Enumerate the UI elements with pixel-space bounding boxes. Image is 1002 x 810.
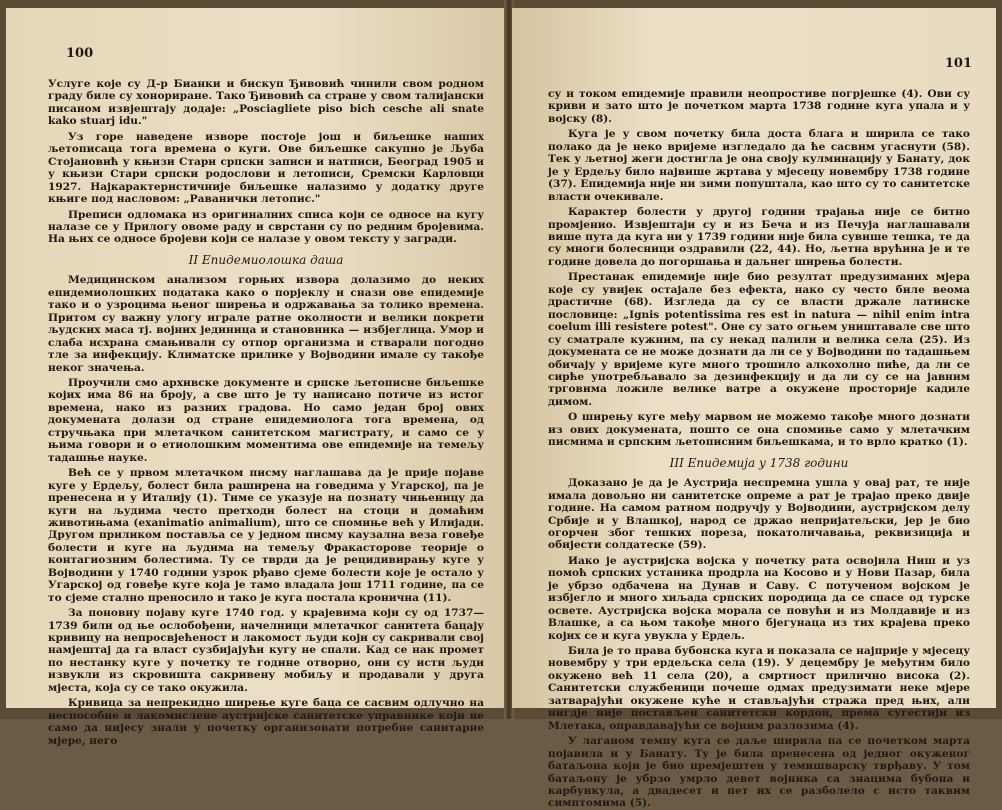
page-number: 100 — [66, 46, 94, 61]
paragraph: Престанак епидемије није био резултат предузиманих мјера које су увијек остајале без ефекта, нако су често биле веома драстичне (68). Изгледа да су се власти држале латинске пословице: „Ignis potentissima res est in natura — nihil enim intra coelum illi resistere potest". Оне су зато огњем уништавале све што су сматрале кужним, па су некад палили и велика села (25). Из докумената се не може дознати да ли се у Војводини по тадашњем обичају у вријеме куге много трошило алкохолно пиће, да ли се сирће употребљавало за дезинфекцију и да ли су се на јавним трговима ложиле велике ватре а окужене просторије кадиле димом. — [548, 271, 970, 408]
section-heading: II Епидемиолошка даша — [188, 252, 344, 267]
paragraph: Проучили смо архивске документе и српске љетописне биљешке којих има 86 на броју, а све што је ту написано потиче из истог времена, нако из разних градова. Но само један број ових докумената долази од стране епидемиолога тога времена, од стручњака при млетачком санитетском магистрату, и само се у њима говори и о етиолошким моментима ове епидемије на темељу тадашње науке. — [48, 376, 484, 464]
paragraph: О ширењу куге међу марвом не можемо такође много дознати из ових докумената, пошто се она спомиње само у млетачким писмима и српским љетописним биљешкама, и то врло кратко (1). — [548, 411, 970, 449]
paragraph: Кривица за непрекидно ширење куге баца се сасвим одлучно на неспособне и лакомислене аустријске санитетске управнике који не само да нијесу знали у почетку организовати потребне санитарне мјере, него — [48, 697, 484, 747]
paragraph: Била је то права бубонска куга и показала се најприје у мјесецу новембру у три ердељска села (19). У децембру је међутим било окужено већ 11 села (20), а смртност прилично висока (2). Санитетски службеници почеше одмах предузимати неке мјере затварајући окужене куће и стављајући стража пред њих, али нигдје није постављен санитетски кордон, према сугестији из Млетака, оправдавајући се војним разлозима (4). — [548, 645, 970, 732]
paragraph: Услуге које су Д-р Бианки и бискуп Ђивовић чинили свом родном граду биле су хонориране. Тако Ђивовић са стране у свом талијански писаном извјештају додаје: „Posciagliete piso bich cesche ali snate kako stuarj idu." — [48, 78, 484, 128]
paragraph: су и током епидемије правили неопростиве погрјешке (4). Ови су криви и зато што је почетком марта 1738 године куга упала и у војску (8). — [548, 88, 970, 125]
left-page — [6, 8, 506, 747]
paragraph: За поновну појаву куге 1740 год. у крајевима који су од 1737—1739 били од ње ослобођени, начелници млетачког санитета бацају кривицу на непросвјећеност и лакомост људи који су сакривали свој намјештај да га власт сузбијајући кугу не спали. Кад се нак промет по нестанку куге у почетку те године отворио, они су исти људи извукли из скровишта сакривену мобиљу и продавали у друга мјеста, која су се тако окужила. — [48, 607, 484, 694]
paragraph: Карактер болести у другој години трајања није се битно промјенио. Извјештаји су и из Беча и из Печуја наглашавали више пута да куга ни у 1739 години није била сувише тешка, те да су многи болесници оздравили (22, 44). Но, љетна врућина је и те године довела до погоршања и даљнег ширења болести. — [548, 206, 970, 268]
text-column — [48, 78, 484, 747]
paragraph: Куга је у свом почетку била доста блага и ширила се тако полако да је неко вријеме изгледало да ће сасвим угаснути (58). Тек у љетној жеги достигла је она своју кулминацију у Банату, док је у Ердељу било највише жртава у мјесецу новембру 1738 године (37). Епидемија није ни зими попуштала, као што су то санитетске власти очекивале. — [548, 128, 970, 203]
right-page — [512, 8, 996, 810]
section-heading: III Епидемија у 1738 години — [669, 455, 849, 470]
page-number: 101 — [944, 56, 972, 71]
text-column — [548, 88, 970, 810]
paragraph: Већ се у првом млетачком писму наглашава да је прије појаве куге у Ердељу, болест била раширена на говедима у Угарској, па је пренесена и у Италију (1). Тиме се указује на познату чињеницу да куги на људима често претходи болест на стоци и домаћим животињама (exanimatio animalium), што се спомиње већ у Илијади. Другом приликом поставља се у једном писму каузална веза говеђе болести и куге на људима на темељу Фракасторове теорије о контагиозним болестима. Ту се тврди да је рецидивирању куге у Војводини у 1740 години узрок рђаво сјеме болести које је остало у Угарској од говеђе куге која је тамо владала још 1711 године, па се то сјеме стално преносило и тако је куга постала кронична (11). — [48, 467, 484, 604]
paragraph: Уз горе наведене изворе постоје још и биљешке наших љетописаца тога времена о куги. Ове биљешке сакупио је Љуба Стојановић у књизи Стари српски записи и натписи, Београд 1905 и у књизи Стари српски родослови и летописи, Сремски Карловци 1927. Најкарактеристичније биљешке налазимо у додатку друге књиге под насловом: „Раванички летопис." — [48, 130, 484, 206]
paragraph: Медицинском анализом горњих извора долазимо до неких епидемиолошких података како о порјеклу и снази ове епидемије тако и о узроцима њеног ширења и одржавања за толико времена. Притом су важну улогу играле ратне околности и велики покрети људских маса тј. војних јединица и становника — избјеглица. Умор и слаба исхрана смањивали су отпор организма и стварали погодно тле за инфекцију. Климатске прилике у Војводини имале су такође неког значења. — [48, 274, 484, 374]
paragraph: Доказано је да је Аустрија неспремна ушла у овај рат, те није имала довољно ни санитетске опреме а рат је трајао преко двије године. На самом ратном подручју у Војводини, аустријском делу Србије и у Влашкој, народ се држао непријатељски, јер је био огорчен због тешких пореза, покатоличавања, реквизиција и обијести солдатеске (59). — [548, 477, 970, 552]
paragraph: Иако је аустријска војска у почетку рата освојила Ниш и уз помоћ српских устаника продрла на Косово и у Нови Пазар, била је убрзо одбачена на Дунав и Саву. С потученом војском је избјегло и много хиљада српских породица да се спасе од турске освете. Аустријска војска морала се повући и из Молдавије и из Влашке, а са њом такође много бјегунаца из тих крајева преко којих се и куга увукла у Ердељ. — [548, 554, 970, 642]
paragraph: У лаганом темпу куга се даље ширила па се почетком марта појавила и у Банату. Ту је била пренесена од једног окуженог батаљона који је био премјештен у темишварску тврђаву. У том батаљону је убрзо умрло девет војника са знацима бубона и карбункула, а двадесет и пет их се разболело с исто таквим симптомима (5). — [548, 735, 970, 810]
paragraph: Преписи одломака из оригиналних списа који се односе на кугу налазе се у Прилогу овоме раду и сврстани су по редним бројевима. На њих се односе бројеви који се налазе у овом тексту у загради. — [48, 208, 484, 246]
